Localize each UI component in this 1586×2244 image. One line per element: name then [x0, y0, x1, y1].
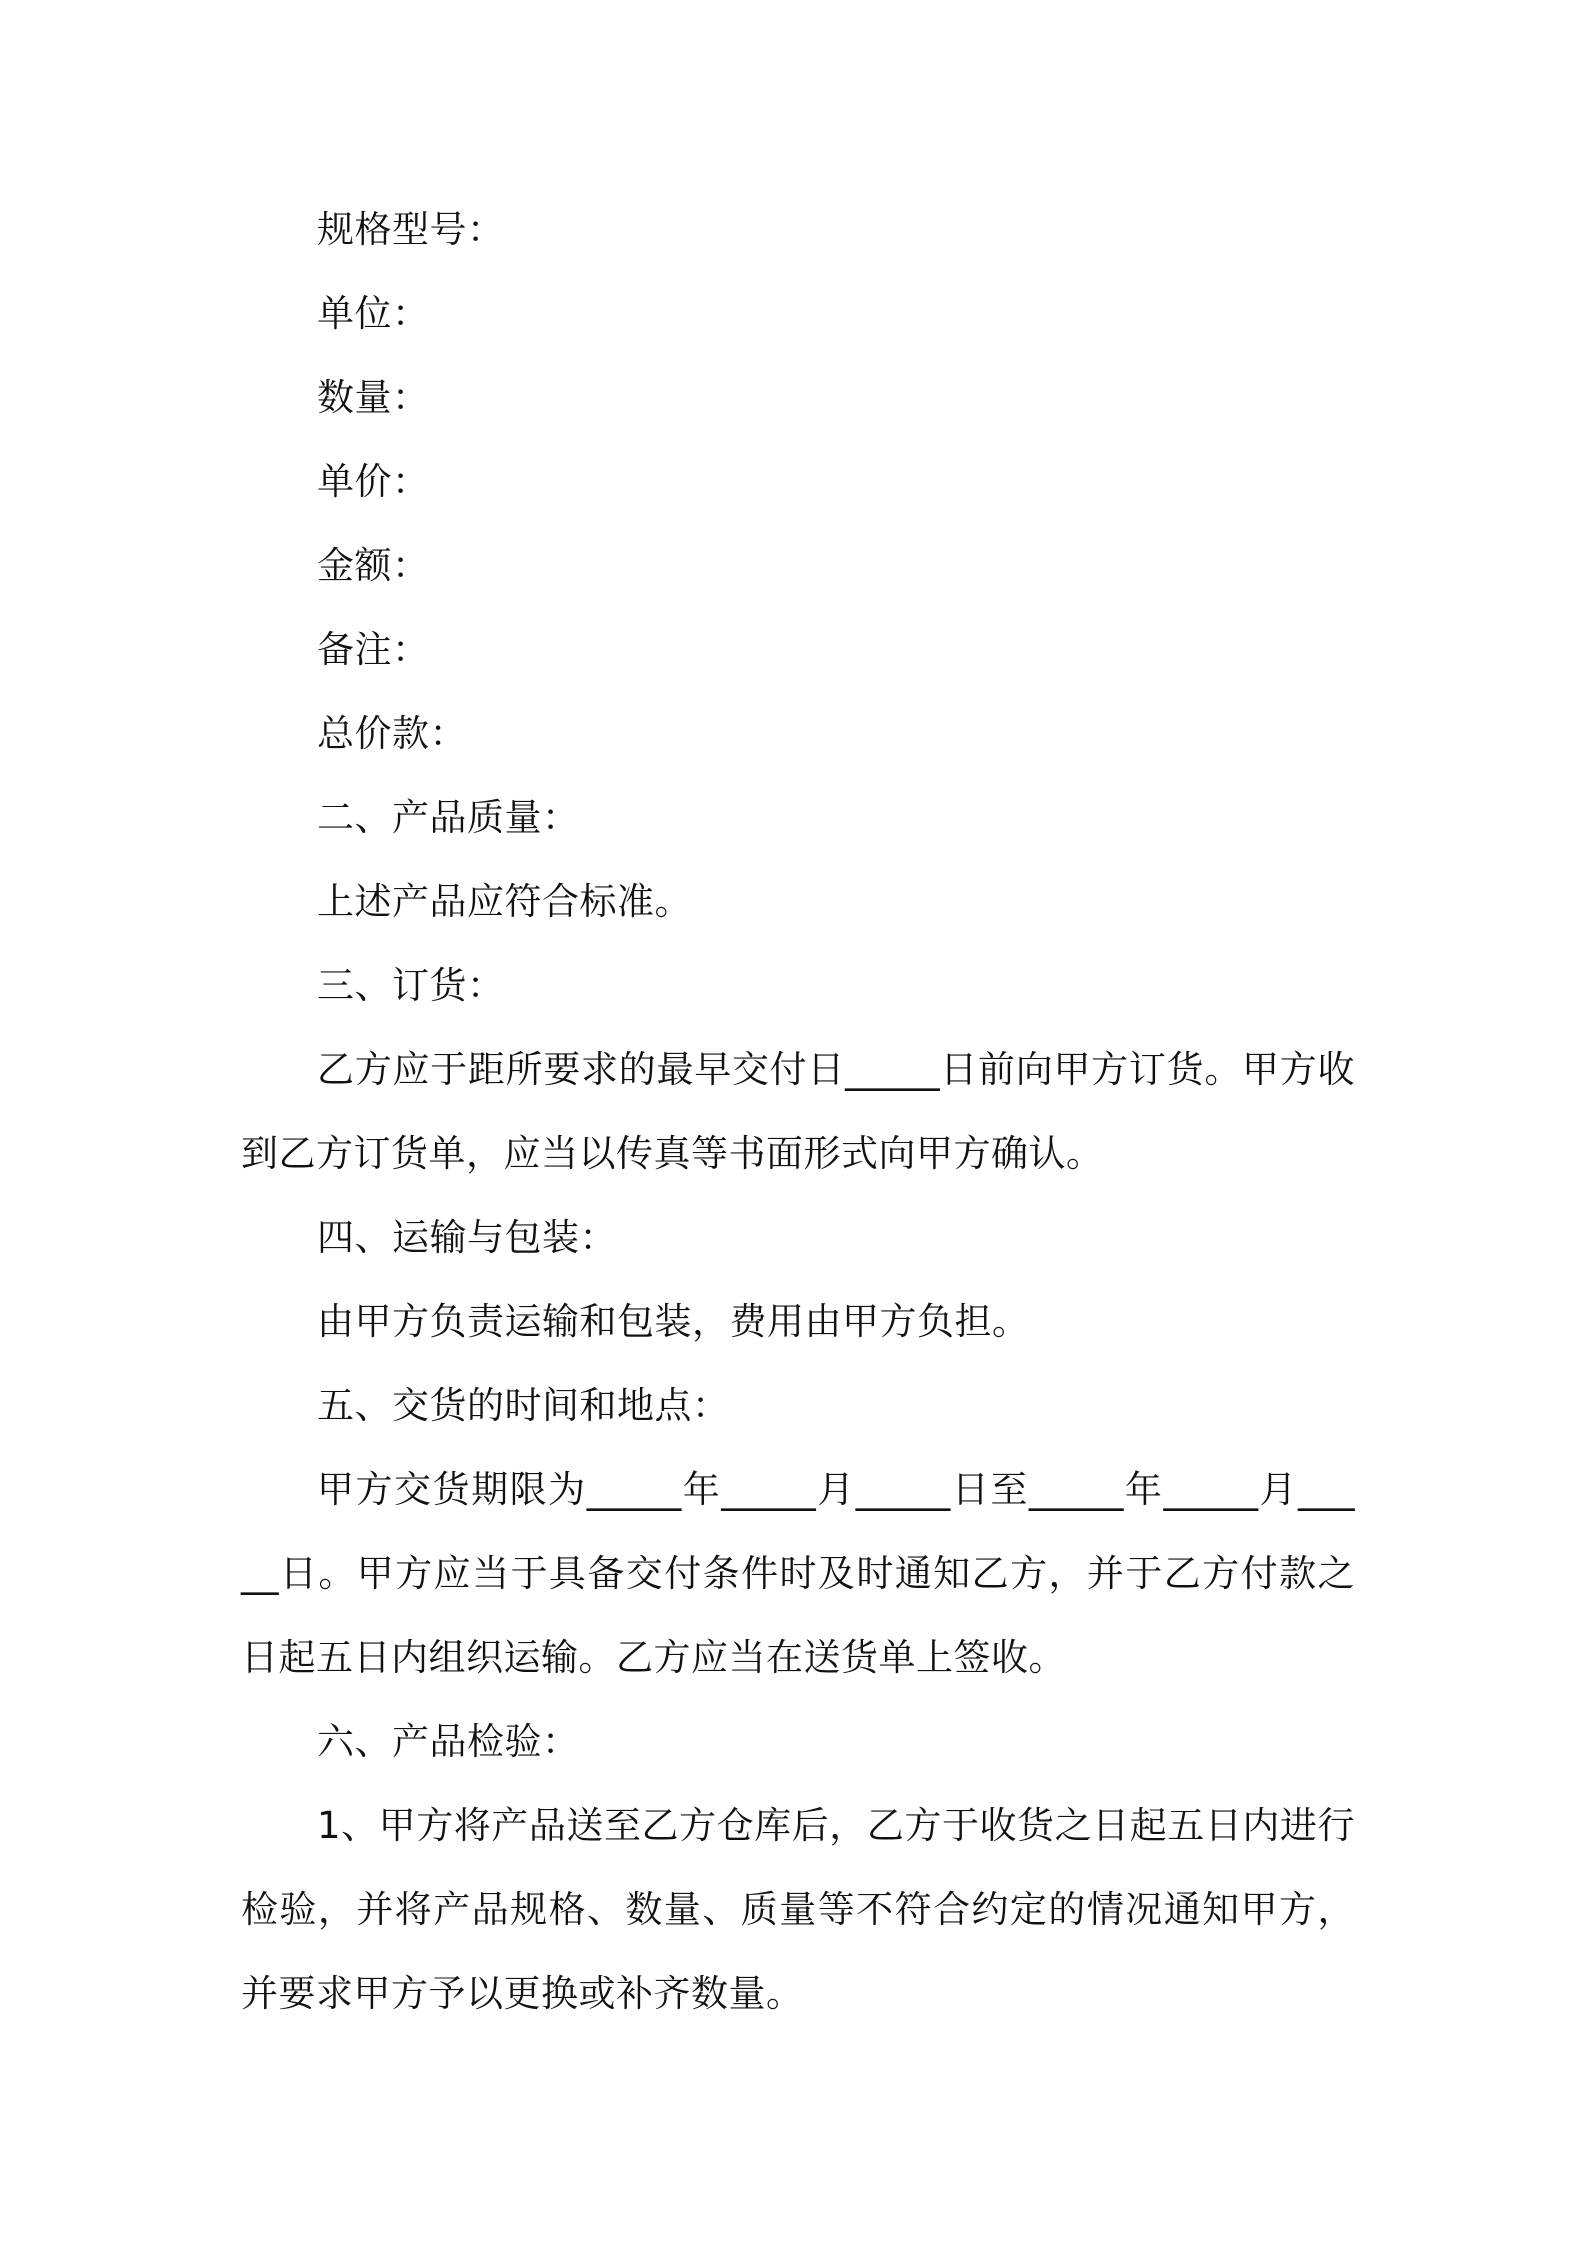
item-total-price-label: 总价款：: [317, 712, 467, 755]
item-remarks-label: 备注：: [317, 628, 430, 671]
section-heading-delivery: 五、交货的时间和地点：: [317, 1384, 730, 1427]
item-unit-label: 单位：: [317, 292, 430, 335]
inspection-clause-1: 1、甲方将产品送至乙方仓库后，乙方于收货之日起五日内进行检验，并将产品规格、数量、质量等不符合约定的情况通知甲方，并要求甲方予以更换或补齐数量。: [241, 1804, 1355, 2015]
delivery-clause: 甲方交货期限为_____年_____月_____日至_____年_____月_____日。甲方应当于具备交付条件时及时通知乙方，并于乙方付款之日起五日内组织运输。乙方应当在送货单上签收。: [241, 1468, 1355, 1679]
item-quantity-label: 数量：: [317, 376, 430, 419]
section-heading-ordering: 三、订货：: [317, 964, 505, 1007]
item-amount-label: 金额：: [317, 544, 430, 587]
section-heading-transport: 四、运输与包装：: [317, 1216, 617, 1259]
item-spec-model-label: 规格型号：: [317, 208, 505, 251]
section-heading-inspection: 六、产品检验：: [317, 1720, 580, 1763]
item-unit-price-label: 单价：: [317, 460, 430, 503]
section-heading-quality: 二、产品质量：: [317, 796, 580, 839]
document-body: [241, 188, 1355, 2036]
transport-clause: 由甲方负责运输和包装，费用由甲方负担。: [317, 1300, 1030, 1343]
quality-clause: 上述产品应符合标准。: [317, 880, 692, 923]
ordering-clause: 乙方应于距所要求的最早交付日_____日前向甲方订货。甲方收到乙方订货单，应当以传真等书面形式向甲方确认。: [241, 1048, 1355, 1175]
